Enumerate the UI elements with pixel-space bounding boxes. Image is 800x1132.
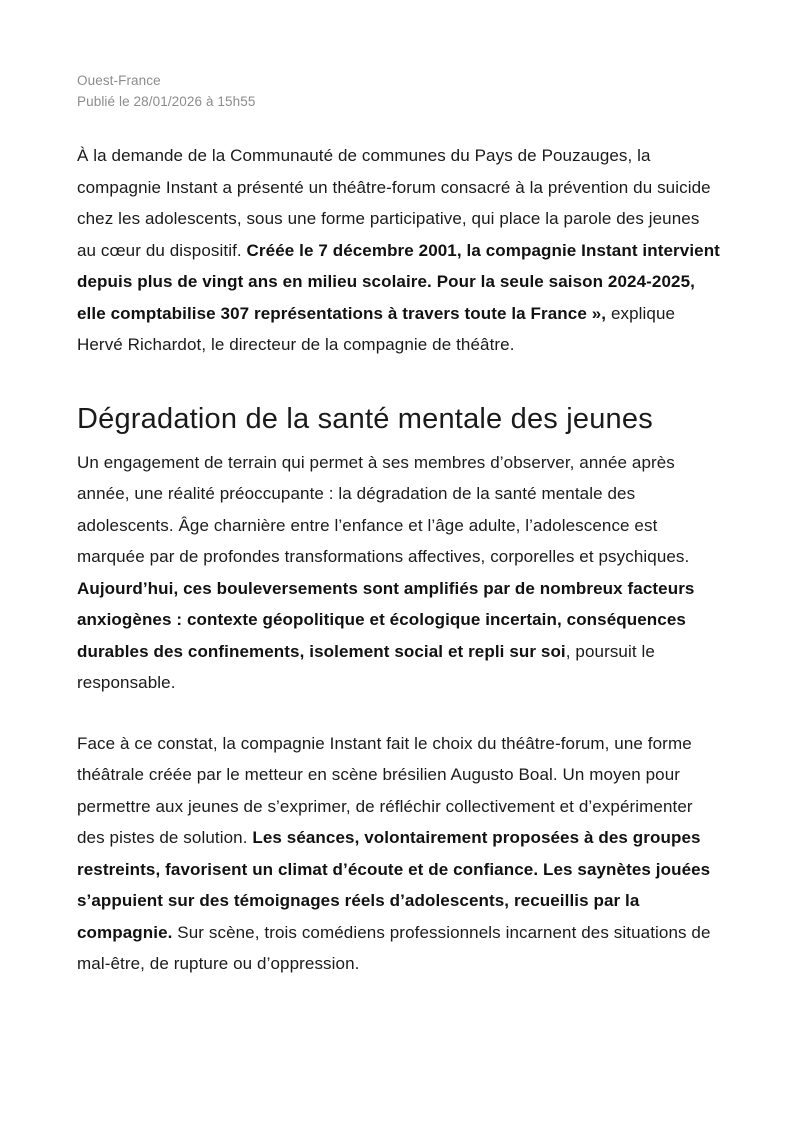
section-heading: Dégradation de la santé mentale des jeunes — [77, 402, 653, 435]
publish-date: Publié le 28/01/2026 à 15h55 — [77, 94, 256, 109]
article-source: Ouest-France — [77, 73, 161, 88]
article-body — [77, 140, 723, 980]
article-paragraph-intro: À la demande de la Communauté de communes du Pays de Pouzauges, la compagnie Instant a présenté un théâtre-forum consacré à la prévention du suicide chez les adolescents, sous une forme participative, qui place la parole des jeunes au cœur du dispositif. Créée le 7 décembre 2001, la compagnie Instant intervient depuis plus de vingt ans en milieu scolaire. Pour la seule saison 2024-2025, elle comptabilise 307 représentations à travers toute la France », explique Hervé Richardot, le directeur de la compagnie de théâtre. — [77, 146, 720, 354]
article-paragraph-mental-health: Un engagement de terrain qui permet à ses membres d’observer, année après année, une réalité préoccupante : la dégradation de la santé mentale des adolescents. Âge charnière entre l’enfance et l’âge adulte, l’adolescence est marquée par de profondes transformations affectives, corporelles et psychiques. Aujourd’hui, ces bouleversements sont amplifiés par de nombreux facteurs anxiogènes : contexte géopolitique et écologique incertain, conséquences durables des confinements, isolement social et repli sur soi, poursuit le responsable. — [77, 452, 695, 692]
article-paragraph-theatre-forum: Face à ce constat, la compagnie Instant fait le choix du théâtre-forum, une forme théâtrale créée par le metteur en scène brésilien Augusto Boal. Un moyen pour permettre aux jeunes de s’exprimer, de réfléchir collectivement et d’expérimenter des pistes de solution. Les séances, volontairement proposées à des groupes restreints, favorisent un climat d’écoute et de confiance. Les saynètes jouées s’appuient sur des témoignages réels d’adolescents, recueillis par la compagnie. Sur scène, trois comédiens professionnels incarnent des situations de mal-être, de rupture ou d’oppression. — [77, 733, 711, 973]
article-meta — [77, 70, 723, 112]
